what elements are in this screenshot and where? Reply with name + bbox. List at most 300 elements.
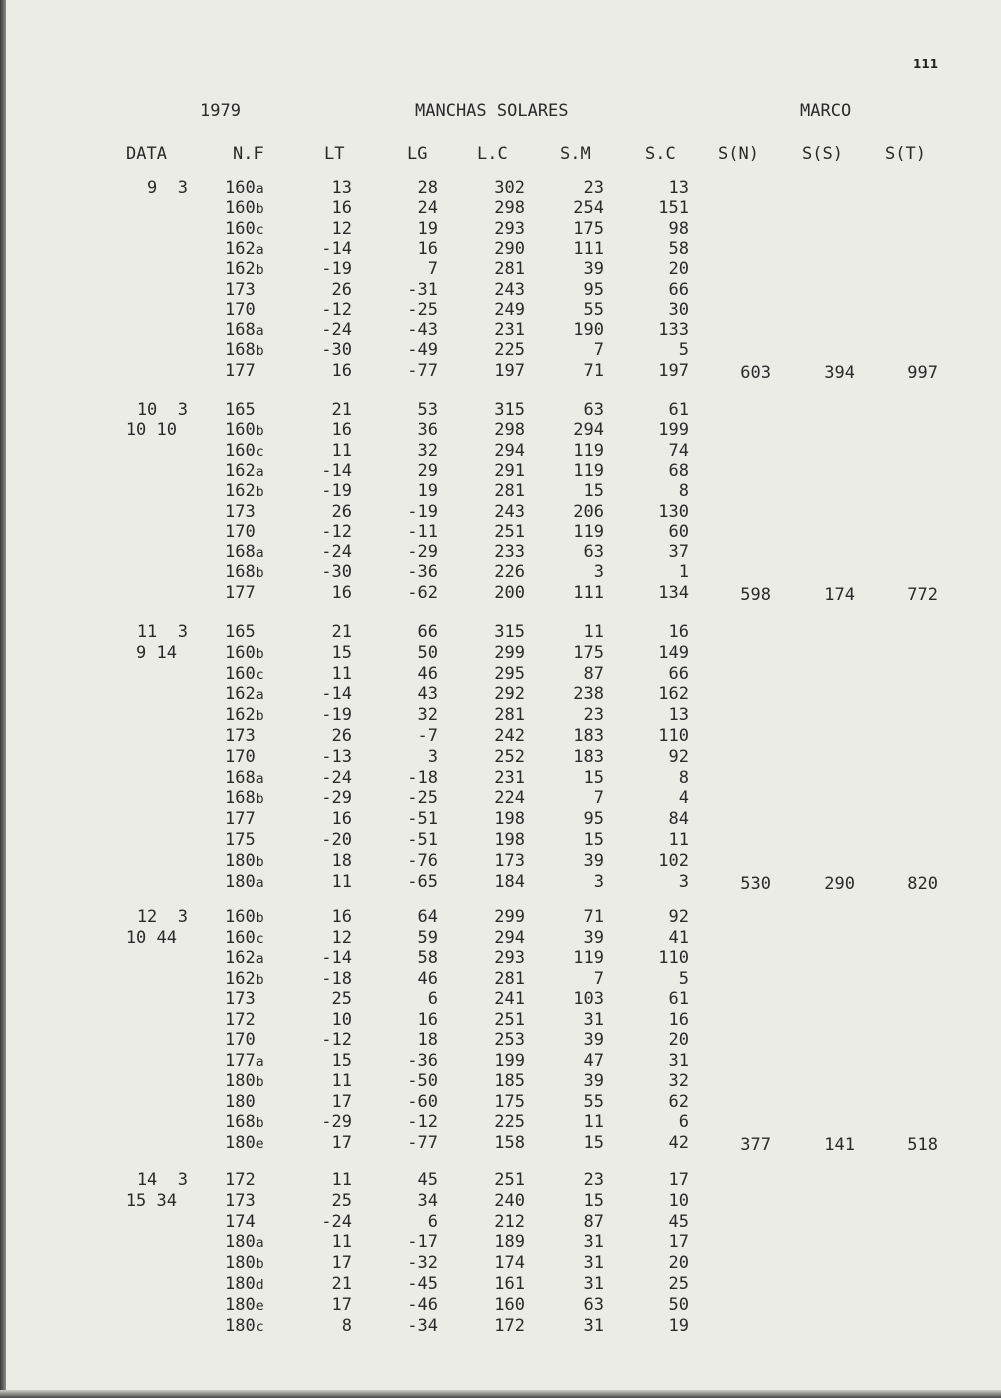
- lg-cell: 36: [417, 420, 438, 441]
- lc-cell: 281: [494, 259, 525, 280]
- nf-suffix: c: [255, 931, 264, 947]
- nf-cell: [225, 340, 264, 362]
- nf-number: 172: [225, 1170, 256, 1190]
- lt-cell: -12: [321, 1030, 352, 1050]
- lg-cell: -36: [407, 1050, 438, 1071]
- lt-cell: 13: [331, 178, 352, 198]
- nf-suffix: a: [255, 771, 264, 787]
- nf-suffix: a: [255, 952, 264, 967]
- sc-cell: 45: [668, 1211, 689, 1232]
- lt-cell: 11: [331, 1232, 352, 1253]
- total-st: 772: [907, 584, 938, 605]
- nf-suffix: a: [255, 324, 264, 340]
- sc-cell: 16: [668, 622, 689, 642]
- header-nf: N.F: [233, 144, 264, 164]
- nf-cell: [225, 664, 264, 686]
- sm-cell: 31: [583, 1009, 604, 1030]
- nf-cell: [225, 705, 264, 727]
- lt-cell: -24: [321, 767, 352, 788]
- sc-cell: 5: [678, 968, 689, 989]
- sc-cell: 6: [678, 1112, 689, 1132]
- sc-cell: 4: [678, 788, 689, 809]
- lt-cell: -14: [321, 684, 352, 705]
- sc-cell: 11: [668, 830, 689, 850]
- nf-number: 168: [225, 1112, 256, 1132]
- nf-number: 173: [225, 1190, 256, 1211]
- lc-cell: 251: [494, 1170, 525, 1190]
- lt-cell: -12: [321, 521, 352, 542]
- sc-cell: 13: [668, 705, 689, 726]
- lg-cell: -18: [407, 767, 438, 788]
- nf-suffix: b: [255, 344, 264, 360]
- lc-cell: 290: [494, 238, 525, 259]
- lc-cell: 251: [494, 521, 525, 542]
- nf-cell: [225, 219, 264, 241]
- lt-cell: -14: [321, 238, 352, 259]
- lt-cell: 11: [331, 1170, 352, 1190]
- lg-cell: 24: [417, 198, 438, 219]
- lc-cell: 198: [494, 830, 525, 850]
- lg-cell: 16: [417, 238, 438, 259]
- nf-number: 160: [225, 218, 256, 239]
- nf-number: 160: [225, 663, 256, 684]
- nf-cell: [225, 481, 264, 503]
- sm-cell: 15: [583, 1190, 604, 1211]
- lc-cell: 281: [494, 968, 525, 989]
- nf-number: 173: [225, 726, 256, 746]
- lt-cell: 16: [331, 907, 352, 927]
- sm-cell: 39: [583, 1071, 604, 1091]
- lg-cell: 59: [417, 927, 438, 948]
- lg-cell: -36: [407, 562, 438, 583]
- nf-cell: [225, 1253, 264, 1275]
- lt-cell: -14: [321, 460, 352, 481]
- nf-cell: [225, 320, 264, 342]
- sc-cell: 20: [668, 259, 689, 280]
- nf-cell: [225, 948, 264, 970]
- page-bottom-edge: [0, 1390, 1001, 1398]
- sc-cell: 41: [668, 927, 689, 948]
- nf-cell: [225, 1191, 256, 1211]
- lg-cell: -32: [407, 1253, 438, 1274]
- lc-cell: 298: [494, 420, 525, 441]
- lt-cell: 26: [331, 279, 352, 300]
- nf-cell: [225, 1133, 264, 1155]
- lg-cell: -77: [407, 1132, 438, 1153]
- sc-cell: 32: [668, 1071, 689, 1091]
- lg-cell: 6: [427, 1211, 438, 1232]
- sc-cell: 10: [668, 1190, 689, 1211]
- sm-cell: 183: [573, 726, 604, 746]
- sc-cell: 60: [668, 521, 689, 542]
- lt-cell: 26: [331, 726, 352, 746]
- total-sn: 377: [740, 1134, 771, 1155]
- nf-number: 168: [225, 340, 256, 361]
- lg-cell: 34: [417, 1190, 438, 1211]
- lt-cell: 17: [331, 1091, 352, 1112]
- lg-cell: 18: [417, 1030, 438, 1050]
- lg-cell: 45: [417, 1170, 438, 1190]
- sm-cell: 63: [583, 1294, 604, 1315]
- sm-cell: 55: [583, 1091, 604, 1112]
- lc-cell: 161: [494, 1274, 525, 1294]
- nf-cell: [225, 1010, 256, 1030]
- lc-cell: 197: [494, 360, 525, 381]
- sm-cell: 47: [583, 1050, 604, 1071]
- sm-cell: 119: [573, 521, 604, 542]
- nf-cell: [225, 461, 264, 483]
- sc-cell: 149: [658, 642, 689, 663]
- nf-number: 162: [225, 238, 256, 259]
- nf-cell: [225, 198, 264, 220]
- lc-cell: 158: [494, 1132, 525, 1153]
- nf-suffix: a: [255, 546, 264, 562]
- nf-suffix: d: [255, 1278, 264, 1293]
- lc-cell: 291: [494, 460, 525, 481]
- lg-cell: -77: [407, 360, 438, 381]
- nf-cell: [225, 989, 256, 1009]
- nf-number: 173: [225, 279, 256, 300]
- nf-cell: [225, 300, 256, 320]
- sc-cell: 16: [668, 1009, 689, 1030]
- sc-cell: 58: [668, 238, 689, 259]
- nf-suffix: b: [255, 792, 264, 808]
- sm-cell: 23: [583, 178, 604, 198]
- nf-number: 180: [225, 1091, 256, 1112]
- sc-cell: 197: [658, 360, 689, 381]
- nf-suffix: b: [255, 202, 264, 218]
- lc-cell: 302: [494, 178, 525, 198]
- lg-cell: -11: [407, 521, 438, 542]
- total-st: 820: [907, 873, 938, 894]
- header-ss: S(S): [802, 144, 843, 164]
- lg-cell: 7: [427, 259, 438, 280]
- sc-cell: 61: [668, 400, 689, 420]
- nf-suffix: b: [255, 566, 264, 582]
- nf-number: 180: [225, 1294, 256, 1315]
- nf-cell: [225, 178, 264, 200]
- header-sc: S.C: [645, 144, 676, 164]
- nf-suffix: a: [255, 182, 264, 197]
- lg-cell: 46: [417, 663, 438, 684]
- lt-cell: 16: [331, 420, 352, 441]
- nf-number: 165: [225, 622, 256, 642]
- nf-number: 170: [225, 746, 256, 767]
- sm-cell: 31: [583, 1253, 604, 1274]
- lt-cell: -20: [321, 830, 352, 850]
- sm-cell: 39: [583, 850, 604, 871]
- title-month: MARCO: [800, 101, 852, 121]
- group-date: 11 3: [136, 622, 188, 642]
- nf-suffix: c: [255, 222, 264, 238]
- header-lt: LT: [324, 144, 345, 164]
- nf-number: 173: [225, 989, 256, 1009]
- sc-cell: 42: [668, 1132, 689, 1153]
- sc-cell: 3: [678, 871, 689, 892]
- nf-number: 170: [225, 521, 256, 542]
- sc-cell: 13: [668, 178, 689, 198]
- lc-cell: 174: [494, 1253, 525, 1274]
- lc-cell: 226: [494, 562, 525, 583]
- nf-cell: [225, 562, 264, 584]
- sc-cell: 50: [668, 1294, 689, 1315]
- header-lg: LG: [407, 144, 428, 164]
- total-ss: 141: [824, 1134, 855, 1155]
- lt-cell: -14: [321, 948, 352, 968]
- lc-cell: 224: [494, 788, 525, 809]
- lc-cell: 294: [494, 927, 525, 948]
- nf-number: 170: [225, 299, 256, 320]
- lg-cell: -51: [407, 830, 438, 850]
- group-date: 10 3: [136, 400, 188, 420]
- sc-cell: 84: [668, 809, 689, 830]
- total-ss: 394: [824, 362, 855, 383]
- lc-cell: 294: [494, 440, 525, 461]
- sm-cell: 238: [573, 684, 604, 705]
- nf-suffix: b: [255, 424, 264, 440]
- lg-cell: -50: [407, 1071, 438, 1091]
- sm-cell: 254: [573, 198, 604, 219]
- lg-cell: -43: [407, 320, 438, 341]
- nf-suffix: a: [255, 1236, 264, 1252]
- nf-number: 168: [225, 542, 256, 563]
- lt-cell: 11: [331, 1071, 352, 1091]
- total-st: 997: [907, 362, 938, 383]
- nf-cell: [225, 872, 264, 894]
- lt-cell: -30: [321, 562, 352, 583]
- total-st: 518: [907, 1134, 938, 1155]
- lg-cell: 46: [417, 968, 438, 989]
- nf-cell: [225, 684, 264, 706]
- lc-cell: 231: [494, 320, 525, 341]
- nf-cell: [225, 768, 264, 790]
- lc-cell: 160: [494, 1294, 525, 1315]
- lg-cell: 53: [417, 400, 438, 420]
- sc-cell: 162: [658, 684, 689, 705]
- lc-cell: 242: [494, 726, 525, 746]
- lg-cell: -46: [407, 1294, 438, 1315]
- total-ss: 174: [824, 584, 855, 605]
- lc-cell: 249: [494, 299, 525, 320]
- nf-suffix: a: [255, 1054, 264, 1070]
- lg-cell: -60: [407, 1091, 438, 1112]
- nf-number: 160: [225, 440, 256, 461]
- nf-number: 168: [225, 767, 256, 788]
- sm-cell: 11: [583, 622, 604, 642]
- lt-cell: 21: [331, 1274, 352, 1294]
- sm-cell: 39: [583, 259, 604, 280]
- nf-cell: [225, 583, 256, 603]
- group-date: 14 3: [136, 1170, 188, 1190]
- nf-suffix: c: [255, 444, 264, 460]
- nf-cell: [225, 502, 256, 522]
- nf-number: 180: [225, 1132, 256, 1153]
- sm-cell: 206: [573, 501, 604, 522]
- lc-cell: 293: [494, 218, 525, 239]
- page-left-edge: [0, 0, 6, 1398]
- title-subject: MANCHAS SOLARES: [415, 101, 569, 121]
- sm-cell: 31: [583, 1274, 604, 1294]
- lg-cell: 3: [427, 746, 438, 767]
- sc-cell: 110: [658, 948, 689, 968]
- lg-cell: -19: [407, 501, 438, 522]
- nf-cell: [225, 969, 264, 991]
- lt-cell: -24: [321, 1211, 352, 1232]
- lg-cell: -62: [407, 582, 438, 603]
- sm-cell: 15: [583, 1132, 604, 1153]
- nf-number: 177: [225, 809, 256, 830]
- lg-cell: 64: [417, 907, 438, 927]
- lt-cell: -24: [321, 320, 352, 341]
- lt-cell: -29: [321, 788, 352, 809]
- lg-cell: -25: [407, 299, 438, 320]
- sm-cell: 15: [583, 830, 604, 850]
- nf-number: 162: [225, 684, 256, 705]
- lc-cell: 175: [494, 1091, 525, 1112]
- lc-cell: 225: [494, 1112, 525, 1132]
- nf-cell: [225, 1051, 264, 1073]
- nf-suffix: b: [255, 1075, 264, 1090]
- lt-cell: -30: [321, 340, 352, 361]
- nf-cell: [225, 1092, 256, 1112]
- total-sn: 603: [740, 362, 771, 383]
- nf-suffix: c: [255, 1319, 264, 1335]
- lg-cell: 32: [417, 705, 438, 726]
- sc-cell: 134: [658, 582, 689, 603]
- group-time: 10 44: [125, 927, 177, 948]
- lg-cell: 50: [417, 642, 438, 663]
- nf-cell: [225, 400, 256, 420]
- nf-suffix: c: [255, 667, 264, 683]
- nf-number: 180: [225, 1315, 256, 1336]
- nf-number: 177: [225, 582, 256, 603]
- lt-cell: -19: [321, 481, 352, 502]
- lg-cell: -29: [407, 542, 438, 563]
- sm-cell: 103: [573, 989, 604, 1009]
- lt-cell: 16: [331, 198, 352, 219]
- lt-cell: 12: [331, 927, 352, 948]
- header-lc: L.C: [477, 144, 508, 164]
- nf-number: 160: [225, 642, 256, 663]
- lg-cell: 19: [417, 481, 438, 502]
- lt-cell: 17: [331, 1132, 352, 1153]
- nf-number: 180: [225, 1071, 256, 1091]
- sc-cell: 17: [668, 1232, 689, 1253]
- nf-number: 180: [225, 871, 256, 892]
- sm-cell: 63: [583, 542, 604, 563]
- sc-cell: 151: [658, 198, 689, 219]
- lt-cell: 15: [331, 1050, 352, 1071]
- lt-cell: -13: [321, 746, 352, 767]
- lc-cell: 185: [494, 1071, 525, 1091]
- nf-cell: [225, 361, 256, 381]
- nf-suffix: b: [255, 709, 264, 725]
- header-data: DATA: [126, 144, 167, 164]
- lg-cell: -17: [407, 1232, 438, 1253]
- sm-cell: 87: [583, 663, 604, 684]
- lg-cell: -7: [417, 726, 438, 746]
- nf-number: 162: [225, 705, 256, 726]
- nf-cell: [225, 1295, 264, 1317]
- nf-cell: [225, 259, 264, 281]
- page-number: 111: [913, 57, 939, 71]
- nf-cell: [225, 1030, 256, 1050]
- group-time: 10 10: [125, 420, 177, 441]
- sm-cell: 31: [583, 1232, 604, 1253]
- nf-number: 160: [225, 927, 256, 948]
- lt-cell: 16: [331, 360, 352, 381]
- nf-number: 173: [225, 501, 256, 522]
- lg-cell: 19: [417, 218, 438, 239]
- sm-cell: 3: [593, 562, 604, 583]
- lt-cell: 8: [341, 1315, 352, 1336]
- nf-number: 168: [225, 788, 256, 809]
- lt-cell: 25: [331, 1190, 352, 1211]
- lg-cell: 43: [417, 684, 438, 705]
- sc-cell: 66: [668, 279, 689, 300]
- lc-cell: 251: [494, 1009, 525, 1030]
- sc-cell: 17: [668, 1170, 689, 1190]
- nf-cell: [225, 1170, 256, 1190]
- sm-cell: 119: [573, 460, 604, 481]
- sc-cell: 31: [668, 1050, 689, 1071]
- sc-cell: 1: [678, 562, 689, 583]
- lt-cell: 18: [331, 850, 352, 871]
- lt-cell: -12: [321, 299, 352, 320]
- nf-number: 168: [225, 320, 256, 341]
- sm-cell: 175: [573, 218, 604, 239]
- lg-cell: -51: [407, 809, 438, 830]
- nf-suffix: b: [255, 911, 264, 926]
- lg-cell: -34: [407, 1315, 438, 1336]
- sc-cell: 8: [678, 481, 689, 502]
- sc-cell: 62: [668, 1091, 689, 1112]
- nf-number: 180: [225, 1274, 256, 1294]
- sc-cell: 74: [668, 440, 689, 461]
- nf-suffix: b: [255, 972, 264, 988]
- lc-cell: 292: [494, 684, 525, 705]
- nf-suffix: a: [255, 875, 264, 891]
- sc-cell: 102: [658, 850, 689, 871]
- lt-cell: 10: [331, 1009, 352, 1030]
- nf-suffix: a: [255, 242, 264, 258]
- nf-number: 160: [225, 198, 256, 219]
- nf-cell: [225, 280, 256, 300]
- sc-cell: 68: [668, 460, 689, 481]
- lt-cell: 16: [331, 582, 352, 603]
- sm-cell: 23: [583, 1170, 604, 1190]
- lg-cell: 28: [417, 178, 438, 198]
- nf-number: 180: [225, 850, 256, 871]
- nf-cell: [225, 1274, 264, 1296]
- sm-cell: 95: [583, 279, 604, 300]
- header-sm: S.M: [560, 144, 591, 164]
- nf-cell: [225, 1071, 264, 1093]
- group-time: 9 14: [136, 642, 177, 663]
- group-date: 9 3: [147, 178, 188, 198]
- lc-cell: 315: [494, 400, 525, 420]
- sm-cell: 15: [583, 481, 604, 502]
- sc-cell: 20: [668, 1030, 689, 1050]
- lg-cell: -49: [407, 340, 438, 361]
- lg-cell: -12: [407, 1112, 438, 1132]
- lt-cell: 17: [331, 1294, 352, 1315]
- lg-cell: 29: [417, 460, 438, 481]
- nf-suffix: a: [255, 688, 264, 704]
- lg-cell: 66: [417, 622, 438, 642]
- nf-number: 162: [225, 481, 256, 502]
- lg-cell: 58: [417, 948, 438, 968]
